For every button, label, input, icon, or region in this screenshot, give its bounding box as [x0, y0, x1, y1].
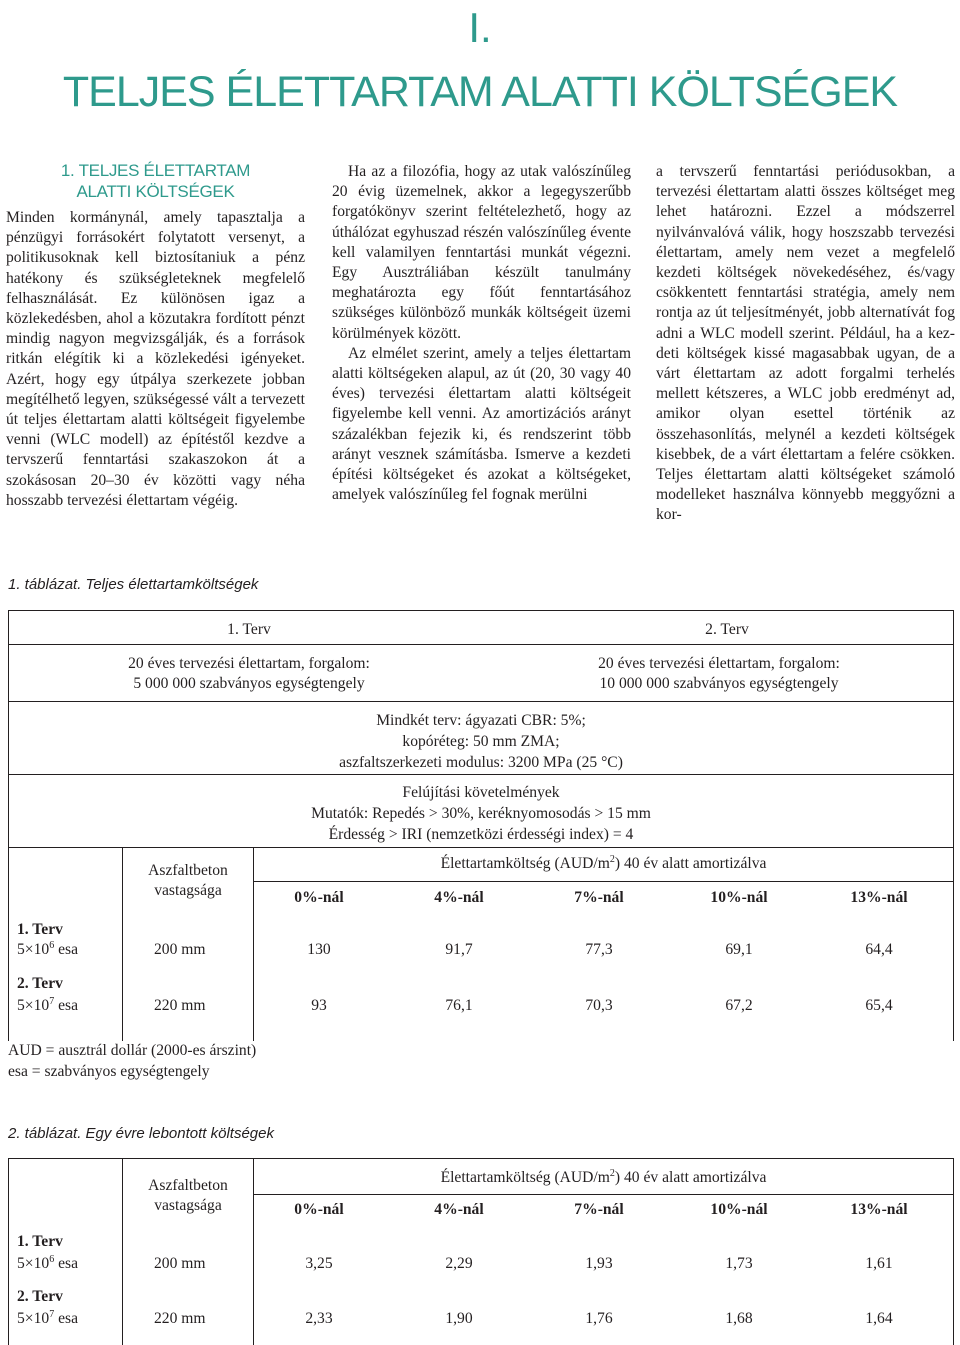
rate-header: 4%-nál [434, 1201, 484, 1218]
row-plan-label: 1. Terv [17, 921, 63, 938]
cell-value: 93 [311, 997, 327, 1014]
thickness-header [123, 1176, 253, 1216]
esa-exponent: 6 [49, 1254, 55, 1265]
requirement-line: Mutatók: Repedés > 30%, keréknyomosodás > 15 mm [311, 805, 651, 822]
section-heading-line-2: ALATTI KÖLTSÉGEK [76, 182, 235, 201]
esa-exponent: 7 [49, 996, 55, 1007]
plan-2-description [519, 654, 919, 694]
divider [9, 847, 953, 848]
cell-value: 64,4 [865, 941, 893, 958]
cell-value: 77,3 [585, 941, 613, 958]
section-heading [6, 160, 305, 202]
divider [253, 1194, 953, 1195]
common-parameters [209, 710, 753, 773]
row-thickness: 220 mm [154, 997, 206, 1014]
cell-value: 130 [307, 941, 331, 958]
requirement-line: Felújítási követelmények [402, 784, 560, 801]
rate-header: 7%-nál [574, 1201, 624, 1218]
cell-value: 67,2 [725, 997, 753, 1014]
plan-2-description-line: 10 000 000 szabványos egységtengely [599, 675, 839, 692]
rate-header: 0%-nál [294, 889, 344, 906]
cell-value: 1,61 [865, 1255, 893, 1272]
plan-1-description-line: 5 000 000 szabványos egységtengely [133, 675, 365, 692]
common-parameter-line: Mindkét terv: ágyazati CBR: 5%; [376, 712, 586, 729]
row-thickness: 200 mm [154, 1255, 206, 1272]
cell-value: 76,1 [445, 997, 473, 1014]
cell-value: 1,64 [865, 1310, 893, 1327]
esa-base: 5×10 [17, 997, 50, 1014]
chapter-title: TELJES ÉLETTARTAM ALATTI KÖLTSÉGEK [62, 68, 898, 116]
cell-value: 1,90 [445, 1310, 473, 1327]
thickness-header-line: Aszfaltbeton [148, 862, 228, 879]
table-1 [8, 610, 954, 1041]
paragraph: Az elmélet szerint, amely a teljes élettartam alatti költségeken alapul, az út (20, 30 vagy 40 éves) tervezési élettartam alatti költségeit figyelembe kell venni. Az amortizációs arányt százalékban fejezik ki, és rendszerint több arányt vesznek számításba. Ismerve a kezdeti építési költségeket és azokat a költségeket, amelyek valószínűleg fel fognak merülni [332, 344, 631, 504]
cost-header-text: Élettartamköltség (AUD/m [440, 1169, 610, 1186]
row-esa [17, 1309, 78, 1329]
esa-unit: esa [54, 1310, 78, 1327]
esa-base: 5×10 [17, 1255, 50, 1272]
cost-header-text: Élettartamköltség (AUD/m [440, 855, 610, 872]
cell-value: 2,29 [445, 1255, 473, 1272]
column-divider [253, 847, 254, 1041]
esa-base: 5×10 [17, 941, 50, 958]
thickness-header-line: Aszfaltbeton [148, 1177, 228, 1194]
cell-value: 65,4 [865, 997, 893, 1014]
divider [9, 644, 953, 645]
cell-value: 2,33 [305, 1310, 333, 1327]
cell-value: 70,3 [585, 997, 613, 1014]
note-line: esa = szabványos egységtengely [8, 1062, 210, 1080]
plan-2-description-line: 20 éves tervezési élettartam, forgalom: [598, 655, 840, 672]
cost-header [254, 854, 953, 874]
esa-exponent: 6 [49, 940, 55, 951]
paragraph: Minden kormánynál, amely tapasztalja a pénzügyi forrásokért folytatott versenyt, a politikusoknak kell biztosítaniuk a pénz hatékony és szükségleteknek megfelelő felhasználását. Ez különösen igaz a közlekedésben, ahol a közutakra fordított pénzt mindig nagyon megvizsgálják, és a források ritkán elégítik ki a közlekedési igényeket. Azért, hogy egy útpálya szerkezete jobban megítélhető legyen, szükségessé vált a tervezett út teljes élettartam alatti költségeit figyelembe venni (WLC modell) az építéstől kezdve a tervszerű fenntartási szakaszokon át a szokásosan 20–30 év közötti vagy néha hosszabb tervezési élettartam végéig. [6, 209, 305, 509]
row-thickness: 200 mm [154, 941, 206, 958]
plan-1-description [49, 654, 449, 694]
row-plan-label: 2. Terv [17, 1288, 63, 1305]
paragraph: Ha az a filozófia, hogy az utak valószínűleg 20 évig üzemelnek, akkor a legegyszerűbb forgatókönyv szerint feltételezhető, hogy az úthálózat egyhuszad részén valószínűleg évente kell valamilyen fenntartási munkát végezni. Egy Ausztráliában készült tanulmány meghatározta egy főút fenntartásához szükséges különböző munkák költségeit üzemi körülmények között. [332, 163, 631, 342]
common-parameter-line: aszfaltszerkezeti modulus: 3200 MPa (25 °C) [339, 754, 623, 771]
row-esa [17, 1254, 78, 1274]
text-column-3 [656, 162, 955, 526]
cell-value: 1,76 [585, 1310, 613, 1327]
cell-value: 3,25 [305, 1255, 333, 1272]
cell-value: 1,73 [725, 1255, 753, 1272]
cost-header-text: ) 40 év alatt amortizálva [614, 1169, 767, 1186]
cost-header-superscript: 2 [609, 854, 615, 865]
thickness-header-line: vastagsága [154, 882, 222, 899]
esa-exponent: 7 [49, 1309, 55, 1320]
paragraph: a tervszerű fenntartási periódusokban, a tervezési élettartam alatti összes költséget meg lehet határozni. Ezzel a módszerrel nyilvánvalóvá válik, hogy hoszszabb tervezési élettartam, amely nem vezet a megfelelő kezdeti költségek növekedéséhez, és/vagy csökkentett fenntartási stratégia, amely nem rontja az út teljesítményét, jobb alternatívát fog adni a WLC modell szerint. Például, ha a kezdeti költségek kissé magasabbak ugyan, de a várt élettartam az adott forgalmi terhelés mellett kétszeres, a WLC jobb eredményt ad, amikor olyan esettel történik az összehasonlítás, melynél a kezdeti költségek kisebbek, de a várt élettartam a felére csökken. Teljes élettartam alatti költségeket számoló modelleket használva könnyebb meggyőzni a kor- [656, 163, 955, 524]
requirement-line: Érdesség > IRI (nemzetközi érdességi index) = 4 [328, 826, 634, 843]
thickness-header [123, 861, 253, 901]
row-esa [17, 996, 78, 1016]
common-parameter-line: kopóréteg: 50 mm ZMA; [402, 733, 560, 750]
rate-header: 0%-nál [294, 1201, 344, 1218]
cell-value: 91,7 [445, 941, 473, 958]
rate-header: 4%-nál [434, 889, 484, 906]
rate-header: 13%-nál [850, 1201, 908, 1218]
esa-unit: esa [54, 997, 78, 1014]
rate-header: 13%-nál [850, 889, 908, 906]
cell-value: 1,68 [725, 1310, 753, 1327]
esa-base: 5×10 [17, 1310, 50, 1327]
plan-2-label: 2. Terv [705, 621, 749, 638]
table-2-caption: 2. táblázat. Egy évre lebontott költségek [8, 1125, 274, 1142]
rate-header: 10%-nál [710, 1201, 768, 1218]
text-column-2 [332, 162, 631, 505]
table-1-notes [8, 1041, 256, 1082]
cost-header-superscript: 2 [609, 1168, 615, 1179]
esa-unit: esa [54, 941, 78, 958]
row-plan-label: 2. Terv [17, 975, 63, 992]
table-1-caption: 1. táblázat. Teljes élettartamköltségek [8, 576, 259, 593]
divider [9, 774, 953, 775]
cost-header-text: ) 40 év alatt amortizálva [614, 855, 767, 872]
row-plan-label: 1. Terv [17, 1233, 63, 1250]
rate-header: 7%-nál [574, 889, 624, 906]
esa-unit: esa [54, 1255, 78, 1272]
text-column-1 [6, 160, 305, 511]
plan-1-label: 1. Terv [227, 621, 271, 638]
cell-value: 69,1 [725, 941, 753, 958]
row-thickness: 220 mm [154, 1310, 206, 1327]
section-heading-line-1: 1. TELJES ÉLETTARTAM [60, 161, 251, 180]
plan-1-description-line: 20 éves tervezési élettartam, forgalom: [128, 655, 370, 672]
divider [9, 701, 953, 702]
note-line: AUD = ausztrál dollár (2000-es árszint) [8, 1042, 257, 1059]
cell-value: 1,93 [585, 1255, 613, 1272]
row-esa [17, 940, 78, 960]
renovation-requirements [209, 782, 753, 845]
rate-header: 10%-nál [710, 889, 768, 906]
table-2 [8, 1158, 954, 1345]
thickness-header-line: vastagsága [154, 1197, 222, 1214]
divider [253, 881, 953, 882]
chapter-number: I. [468, 4, 492, 51]
cost-header [254, 1168, 953, 1188]
